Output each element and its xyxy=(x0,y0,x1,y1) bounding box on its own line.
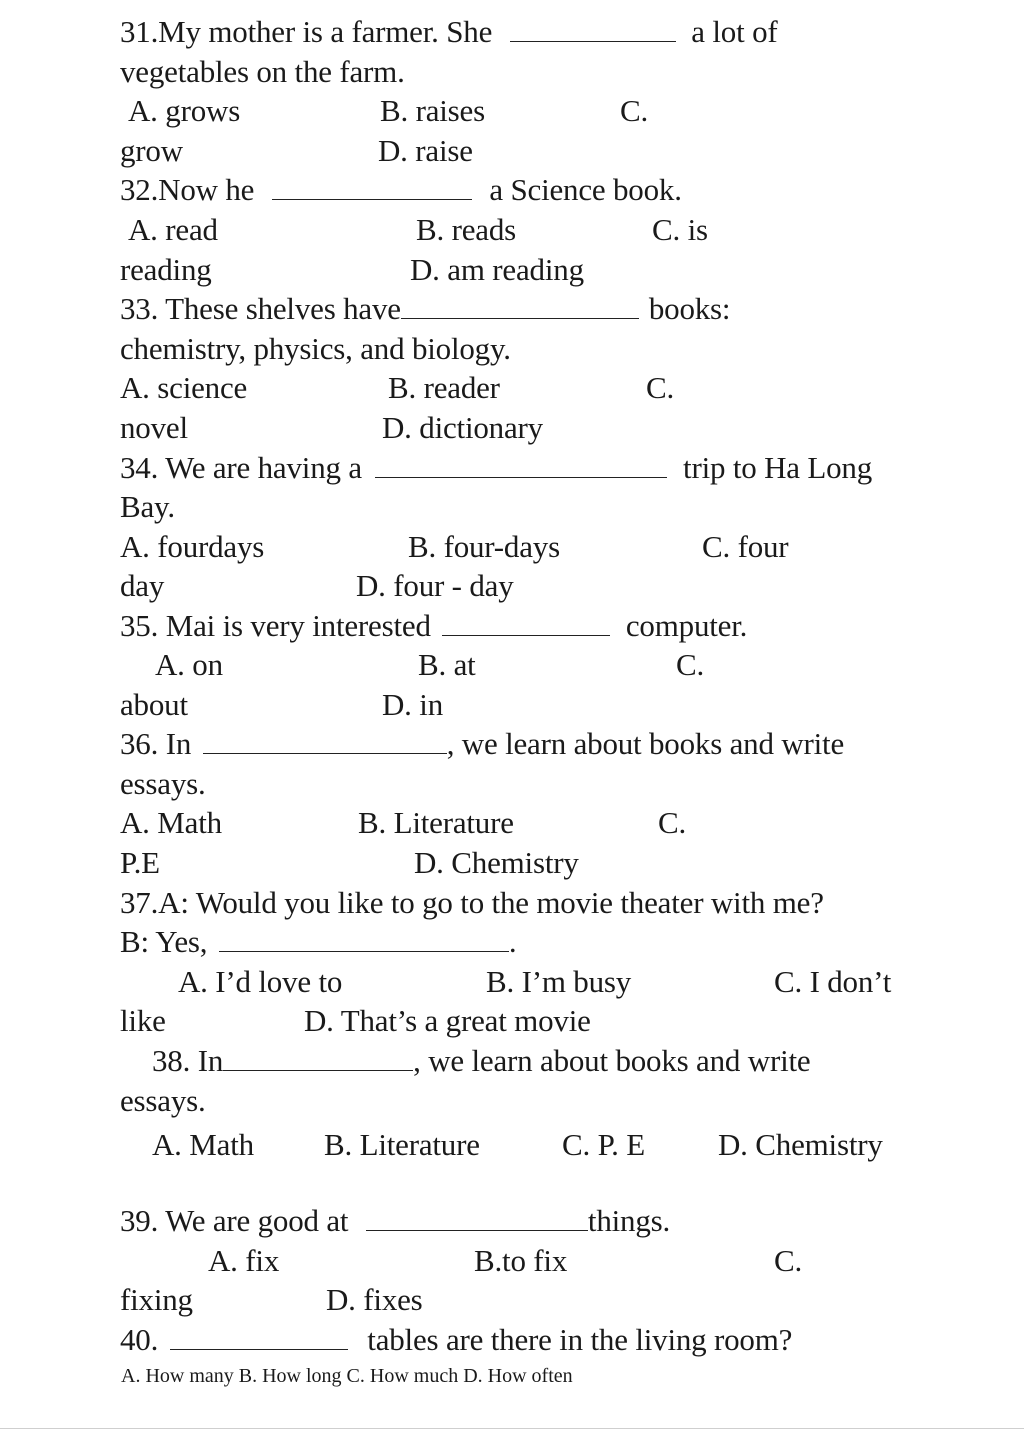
q31-option-c: C. xyxy=(620,93,649,128)
q38-stem-start: 38. In xyxy=(152,1043,224,1078)
q31-stem-start: 31.My mother is a farmer. She xyxy=(120,14,493,49)
q35-option-c-cont: about xyxy=(120,687,188,722)
q40-stem-end: tables are there in the living room? xyxy=(367,1322,793,1357)
q34-option-d: D. four - day xyxy=(356,568,514,603)
q31-option-d: D. raise xyxy=(378,133,473,168)
q40-stem xyxy=(120,1320,792,1360)
q35-stem xyxy=(120,606,747,646)
q32-stem-start: 32.Now he xyxy=(120,172,255,207)
q33-stem-start: 33. These shelves have xyxy=(120,291,401,326)
q39-option-c: C. xyxy=(774,1243,803,1278)
q33-option-c: C. xyxy=(646,370,675,405)
q33-stem-end: books: xyxy=(648,291,731,326)
q33-option-b: B. reader xyxy=(388,370,500,405)
q38-option-b: B. Literature xyxy=(324,1127,480,1162)
q39-option-a: A. fix xyxy=(208,1243,280,1278)
q40-stem-start: 40. xyxy=(120,1322,159,1357)
q34-option-a: A. fourdays xyxy=(120,529,265,564)
q36-stem-cont: essays. xyxy=(120,766,206,801)
q36-option-d: D. Chemistry xyxy=(414,845,579,880)
q32-option-a: A. read xyxy=(128,212,218,247)
q31-stem xyxy=(120,12,778,52)
q33-option-d: D. dictionary xyxy=(382,410,543,445)
q36-stem-start: 36. In xyxy=(120,726,192,761)
q31-option-b: B. raises xyxy=(380,93,485,128)
q39-stem xyxy=(120,1201,670,1241)
q37-option-d: D. That’s a great movie xyxy=(304,1003,591,1038)
q33-stem-cont: chemistry, physics, and biology. xyxy=(120,331,511,366)
q35-option-c: C. xyxy=(676,647,705,682)
q37-stem xyxy=(120,922,516,962)
q34-stem-cont: Bay. xyxy=(120,489,175,524)
q31-stem-cont: vegetables on the farm. xyxy=(120,54,405,89)
q36-option-a: A. Math xyxy=(120,805,222,840)
q37-stem-line1: 37.A: Would you like to go to the movie theater with me? xyxy=(120,885,824,920)
q37-option-c: C. I don’t xyxy=(774,964,892,999)
q35-option-d: D. in xyxy=(382,687,444,722)
q36-stem xyxy=(120,724,844,764)
q34-option-c: C. four xyxy=(702,529,789,564)
q36-stem-end: , we learn about books and write xyxy=(446,726,845,761)
q34-stem-end: trip to Ha Long xyxy=(683,450,873,485)
q37-option-c-cont: like xyxy=(120,1003,166,1038)
q40-blank xyxy=(170,1323,348,1350)
q37-option-b: B. I’m busy xyxy=(486,964,632,999)
q35-option-a: A. on xyxy=(155,647,223,682)
q31-blank xyxy=(510,15,676,42)
q33-stem xyxy=(120,289,730,329)
q37-blank xyxy=(219,925,509,952)
bottom-divider xyxy=(0,1428,1024,1429)
q39-blank xyxy=(366,1204,588,1231)
q31-stem-end: a lot of xyxy=(691,14,778,49)
q38-stem-end: , we learn about books and write xyxy=(413,1043,811,1078)
q37-stem-start: B: Yes, xyxy=(120,924,208,959)
q37-stem-end: . xyxy=(508,924,517,959)
q39-stem-start: 39. We are good at xyxy=(120,1203,349,1238)
q35-blank xyxy=(442,609,610,636)
q36-option-b: B. Literature xyxy=(358,805,514,840)
q40-options: A. How many B. How long C. How much D. How often xyxy=(121,1365,573,1387)
q37-option-a: A. I’d love to xyxy=(178,964,343,999)
q36-blank xyxy=(203,727,447,754)
q33-option-a: A. science xyxy=(120,370,248,405)
q32-stem xyxy=(120,170,682,210)
q34-stem-start: 34. We are having a xyxy=(120,450,362,485)
q32-option-d: D. am reading xyxy=(410,252,584,287)
q35-option-b: B. at xyxy=(418,647,476,682)
q38-stem xyxy=(152,1041,810,1081)
q32-option-c-cont: reading xyxy=(120,252,212,287)
q38-blank xyxy=(223,1044,413,1071)
q33-blank xyxy=(401,292,639,319)
q34-option-c-cont: day xyxy=(120,568,165,603)
q35-stem-start: 35. Mai is very interested xyxy=(120,608,431,643)
q39-option-b: B.to fix xyxy=(474,1243,568,1278)
q32-option-c: C. is xyxy=(652,212,708,247)
q34-blank xyxy=(375,451,667,478)
q32-blank xyxy=(272,173,472,200)
q33-option-c-cont: novel xyxy=(120,410,188,445)
q39-stem-end: things. xyxy=(587,1203,671,1238)
q34-option-b: B. four-days xyxy=(408,529,560,564)
q38-option-c: C. P. E xyxy=(562,1127,646,1162)
q36-option-c-cont: P.E xyxy=(120,845,160,880)
q32-option-b: B. reads xyxy=(416,212,516,247)
q39-option-d: D. fixes xyxy=(326,1282,423,1317)
q32-stem-end: a Science book. xyxy=(489,172,682,207)
q39-option-c-cont: fixing xyxy=(120,1282,193,1317)
q31-option-a: A. grows xyxy=(128,93,241,128)
q34-stem xyxy=(120,448,872,488)
q31-option-c-cont: grow xyxy=(120,133,183,168)
q38-stem-cont: essays. xyxy=(120,1083,206,1118)
q38-option-d: D. Chemistry xyxy=(718,1127,883,1162)
q38-option-a: A. Math xyxy=(152,1127,254,1162)
q35-stem-end: computer. xyxy=(625,608,748,643)
q36-option-c: C. xyxy=(658,805,687,840)
